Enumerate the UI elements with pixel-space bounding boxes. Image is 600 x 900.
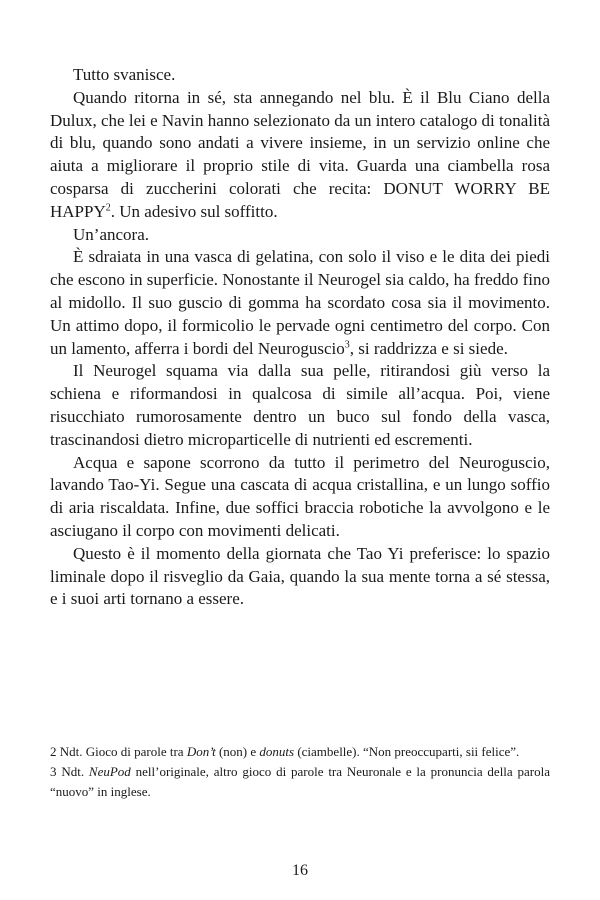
footnote-2-italic-1: Don’t	[186, 744, 216, 759]
footnote-3-text: 3 Ndt.	[50, 764, 89, 779]
body-text	[50, 64, 550, 611]
paragraph-2-text-end: . Un adesivo sul soffitto.	[110, 201, 278, 221]
paragraph-6-text: Acqua e sapone scorrono da tutto il perimetro del Neuroguscio, lavando Tao-Yi. Segue una cascata di acqua cristallina, e un lungo soffio di aria riscaldata. Infine, due soffici braccia robotiche la avvolgono e le asciugano il corpo con movimenti delicati.	[50, 452, 550, 540]
paragraph-6	[50, 452, 550, 543]
footnote-3-italic-1: NeuPod	[88, 764, 131, 779]
paragraph-5-text: Il Neurogel squama via dalla sua pelle, ritirandosi giù verso la schiena e riformandosi in qualcosa di simile all’acqua. Poi, viene risucchiato rumorosamente dentro un buco sul fondo della vasca, trascinandosi dietro microparticelle di nutrienti ed escrementi.	[50, 361, 550, 449]
paragraph-2	[50, 87, 550, 224]
footnote-ref-2: 2	[105, 202, 111, 214]
paragraph-7-text: Questo è il momento della giornata che Tao Yi preferisce: lo spazio liminale dopo il risveglio da Gaia, quando la sua mente torna a sé stessa, e i suoi arti tornano a essere.	[50, 543, 550, 609]
footnote-2-text: 2 Ndt. Gioco di parole tra	[50, 744, 187, 759]
paragraph-1-text: Tutto svanisce.	[73, 65, 176, 84]
paragraph-3	[50, 224, 550, 247]
footnote-3	[50, 762, 550, 802]
footnote-ref-3: 3	[344, 338, 350, 350]
footnote-2-text-2: (non) e	[215, 744, 260, 759]
paragraph-3-text: Un’ancora.	[73, 224, 149, 244]
paragraph-1	[50, 64, 550, 87]
footnotes	[50, 742, 550, 802]
paragraph-4	[50, 246, 550, 360]
footnote-2-italic-2: donuts	[259, 744, 295, 759]
footnote-2-text-3: (ciambelle). “Non preoccuparti, sii felice”.	[294, 744, 520, 759]
paragraph-7	[50, 543, 550, 611]
paragraph-2-text: Quando ritorna in sé, sta annegando nel blu. È il Blu Ciano della Dulux, che lei e Navin hanno selezionato da un intero catalogo di tonalità di blu, quando sono andati a vivere insieme, in un servizio online che aiuta a migliorare il proprio stile di vita. Guarda una ciambella rosa cosparsa di zuccherini colorati che recita: DONUT WORRY BE HAPPY	[50, 87, 550, 221]
paragraph-4-text: È sdraiata in una vasca di gelatina, con solo il viso e le dita dei piedi che escono in superficie. Nonostante il Neurogel sia caldo, ha freddo fino al midollo. Il suo guscio di gomma ha scordato cosa sia il movimento. Un attimo dopo, il formicolio le pervade ogni centimetro del corpo. Con un lamento, afferra i bordi del Neuroguscio	[50, 247, 550, 358]
footnote-2	[50, 742, 550, 762]
footnote-3-text-2: nell’originale, altro gioco di parole tra Neuronale e la pronuncia della parola “nuovo” in inglese.	[50, 764, 550, 799]
paragraph-4-text-end: , si raddrizza e si siede.	[349, 338, 508, 358]
paragraph-5	[50, 360, 550, 451]
page-number: 16	[292, 862, 308, 879]
